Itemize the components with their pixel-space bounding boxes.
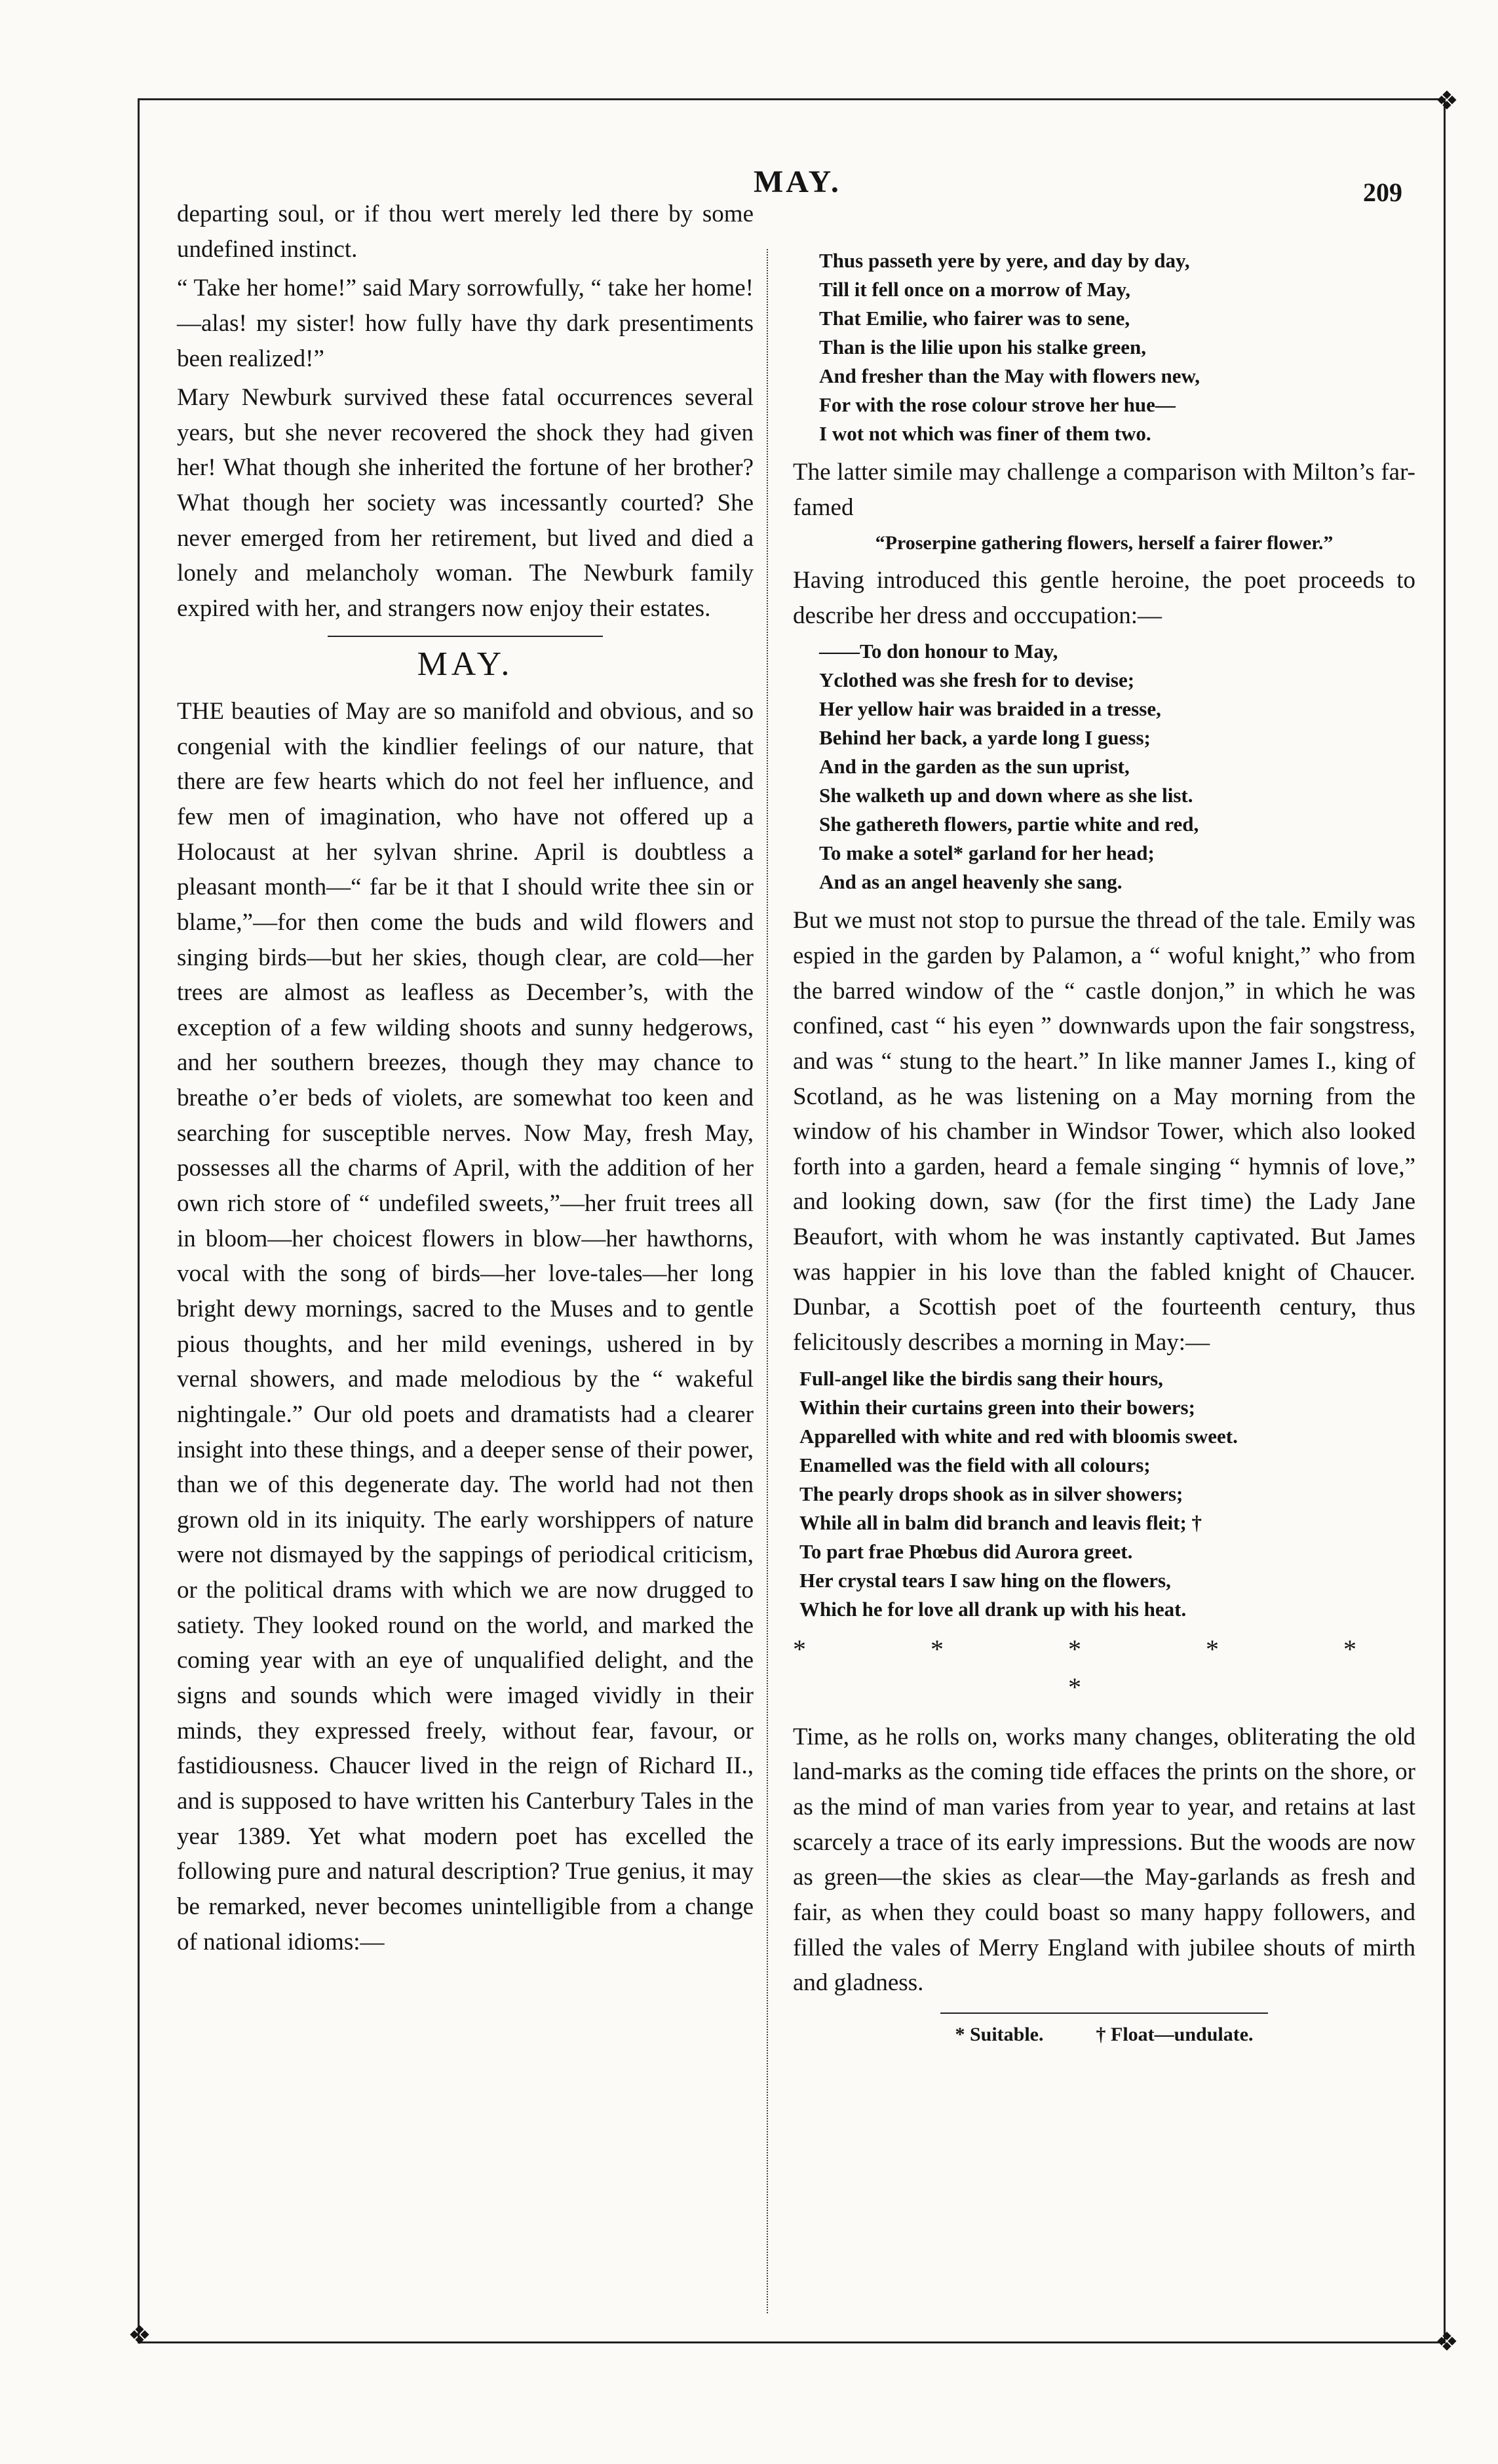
verse-line: ——To don honour to May, (819, 640, 1058, 663)
verse-line: For with the rose colour strove her hue— (819, 393, 1176, 417)
verse-line: Full-angel like the birdis sang their hours, (799, 1366, 1163, 1390)
verse-line: Her yellow hair was braided in a tresse, (819, 697, 1161, 721)
paragraph: Time, as he rolls on, works many changes, obliterating the old land-marks as the coming tide effaces the prints on the shore, or as the mind of man varies from year to year, and retains at last scarcely a trace of its early impressions. But the woods are now as green—the skies as clear—the May-garlands as fresh and fair, as when they could boast so many happy followers, and filled the vales of Merry England with jubilee shouts of mirth and gladness. (793, 1723, 1415, 1997)
verse-line: And in the garden as the sun uprist, (819, 755, 1130, 779)
verse-line: Than is the lilie upon his stalke green, (819, 336, 1146, 359)
section-rule (328, 636, 603, 637)
verse-chaucer-2 (819, 637, 1415, 896)
ornament-bottom-right: ❖ (1435, 2327, 1459, 2357)
column-divider (767, 249, 768, 2313)
ornament-bottom-left: ❖ (128, 2320, 151, 2350)
verse-line: She walketh up and down where as she list. (819, 784, 1193, 807)
paragraph: But we must not stop to pursue the thread of the tale. Emily was espied in the garden by Palamon, a “ woful knight,” who from the barred window of the “ castle donjon,” in which he was confined, cast “ his eyen ” downwards upon the fair songstress, and was “ stung to the heart.” In like manner James I., king of Scotland, as he was listening on a May morning from the window of his chamber in Windsor Tower, which also looked forth into a garden, heard a female singing “ hymnis of love,” and looking down, saw (for the first time) the Lady Jane Beaufort, with whom he was instantly captivated. But James was happier in his love than the fabled knight of Chaucer. Dunbar, a Scottish poet of the fourteenth century, thus felicitously describes a morning in May:— (793, 907, 1415, 1356)
verse-chaucer-1 (819, 246, 1415, 448)
paragraph: Mary Newburk survived these fatal occurrences several years, but she never recovered the shock they had given her! What though she inherited the fortune of her brother? What though her society was incessantly courted? She never emerged from her retirement, but lived and died a lonely and melancholy woman. The Newburk family expired with her, and strangers now enjoy their estates. (177, 384, 754, 623)
verse-line: Within their curtains green into their bowers; (799, 1395, 1195, 1419)
footnote: * Suitable. (955, 2023, 1044, 2045)
verse-line: I wot not which was finer of them two. (819, 422, 1151, 446)
paragraph: departing soul, or if thou wert merely led there by some undefined instinct. (177, 201, 754, 263)
paragraph: The latter simile may challenge a comparison with Milton’s far-famed (793, 459, 1415, 521)
running-header: MAY. (754, 164, 841, 199)
footnotes (793, 2020, 1415, 2049)
verse-line: She gathereth flowers, partie white and red, (819, 813, 1199, 836)
footnote-rule (940, 2012, 1268, 2014)
verse-line: Till it fell once on a morrow of May, (819, 278, 1130, 301)
verse-line: And as an angel heavenly she sang. (819, 870, 1123, 894)
paragraph: Having introduced this gentle heroine, the poet proceeds to describe her dress and occcupation:— (793, 566, 1415, 629)
paragraph: “ Take her home!” said Mary sorrowfully, “ take her home!—alas! my sister! how fully have thy dark presentiments been realized!” (177, 275, 754, 372)
milton-quote: “Proserpine gathering flowers, herself a fairer flower.” (875, 532, 1334, 554)
verse-line: Thus passeth yere by yere, and day by day, (819, 249, 1190, 272)
asterism: * * * * * * (793, 1634, 1415, 1702)
page-number: 209 (1363, 178, 1402, 207)
verse-line: Her crystal tears I saw hing on the flowers, (799, 1568, 1171, 1592)
verse-line: To part frae Phœbus did Aurora greet. (799, 1539, 1133, 1563)
verse-line: Behind her back, a yarde long I guess; (819, 726, 1151, 750)
verse-line: To make a sotel* garland for her head; (819, 841, 1155, 865)
section-title: MAY. (417, 645, 514, 683)
paragraph: THE beauties of May are so manifold and obvious, and so congenial with the kindlier feelings of our nature, that there are few hearts which do not feel her influence, and few men of imagination, who have not offered up a Holocaust at her sylvan shrine. April is doubtless a pleasant month—“ far be it that I should write thee sin or blame,”—for then come the buds and wild flowers and singing birds—but her skies, though clear, are cold—her trees are almost as leafless as December’s, with the exception of a few wilding shoots and sunny hedgerows, and her southern breezes, though they may chance to breathe o’er beds of violets, are somewhat too keen and searching for susceptible nerves. Now May, fresh May, possesses all the charms of April, with the addition of her own rich store of “ undefiled sweets,”—her fruit trees all in bloom—her choicest flowers in blow—her hawthorns, vocal with the song of birds—her love-tales—her long bright dewy mornings, sacred to the Muses and to gentle pious thoughts, and her mild evenings, ushered in by vernal showers, and made melodious by the “ wakeful nightingale.” Our old poets and dramatists had a clearer insight into these things, and a deeper sense of their power, than we of this degenerate day. The world had not then grown old in its iniquity. The early worshippers of nature were not dismayed by the sappings of periodical criticism, or the political drams with which we are now drugged to satiety. They looked round on the world, and marked the coming year with an eye of unqualified delight, and the signs and sounds which were imaged vividly in their minds, they expressed freely, without fear, favour, or fastidiousness. Chaucer lived in the reign of Richard II., and is supposed to have written his Canterbury Tales in the year 1389. Yet what modern poet has excelled the following pure and natural description? True genius, it may be remarked, never becomes unintelligible from a change of national idioms:— (177, 698, 754, 1955)
verse-line: The pearly drops shook as in silver showers; (799, 1482, 1183, 1505)
verse-line: And fresher than the May with flowers new, (819, 364, 1200, 388)
verse-line: Yclothed was she fresh for to devise; (819, 668, 1135, 692)
right-column (793, 242, 1415, 2049)
verse-line: Apparelled with white and red with bloomis sweet. (799, 1424, 1238, 1448)
left-column (177, 197, 754, 1963)
verse-line: Which he for love all drank up with his heat. (799, 1597, 1187, 1621)
verse-dunbar (799, 1364, 1415, 1624)
verse-line: Enamelled was the field with all colours; (799, 1453, 1151, 1476)
footnote: † Float—undulate. (1096, 2023, 1254, 2045)
ornament-top-right: ❖ (1435, 86, 1459, 115)
verse-line: That Emilie, who fairer was to sene, (819, 307, 1130, 330)
verse-line: While all in balm did branch and leavis fleit; † (799, 1511, 1202, 1534)
